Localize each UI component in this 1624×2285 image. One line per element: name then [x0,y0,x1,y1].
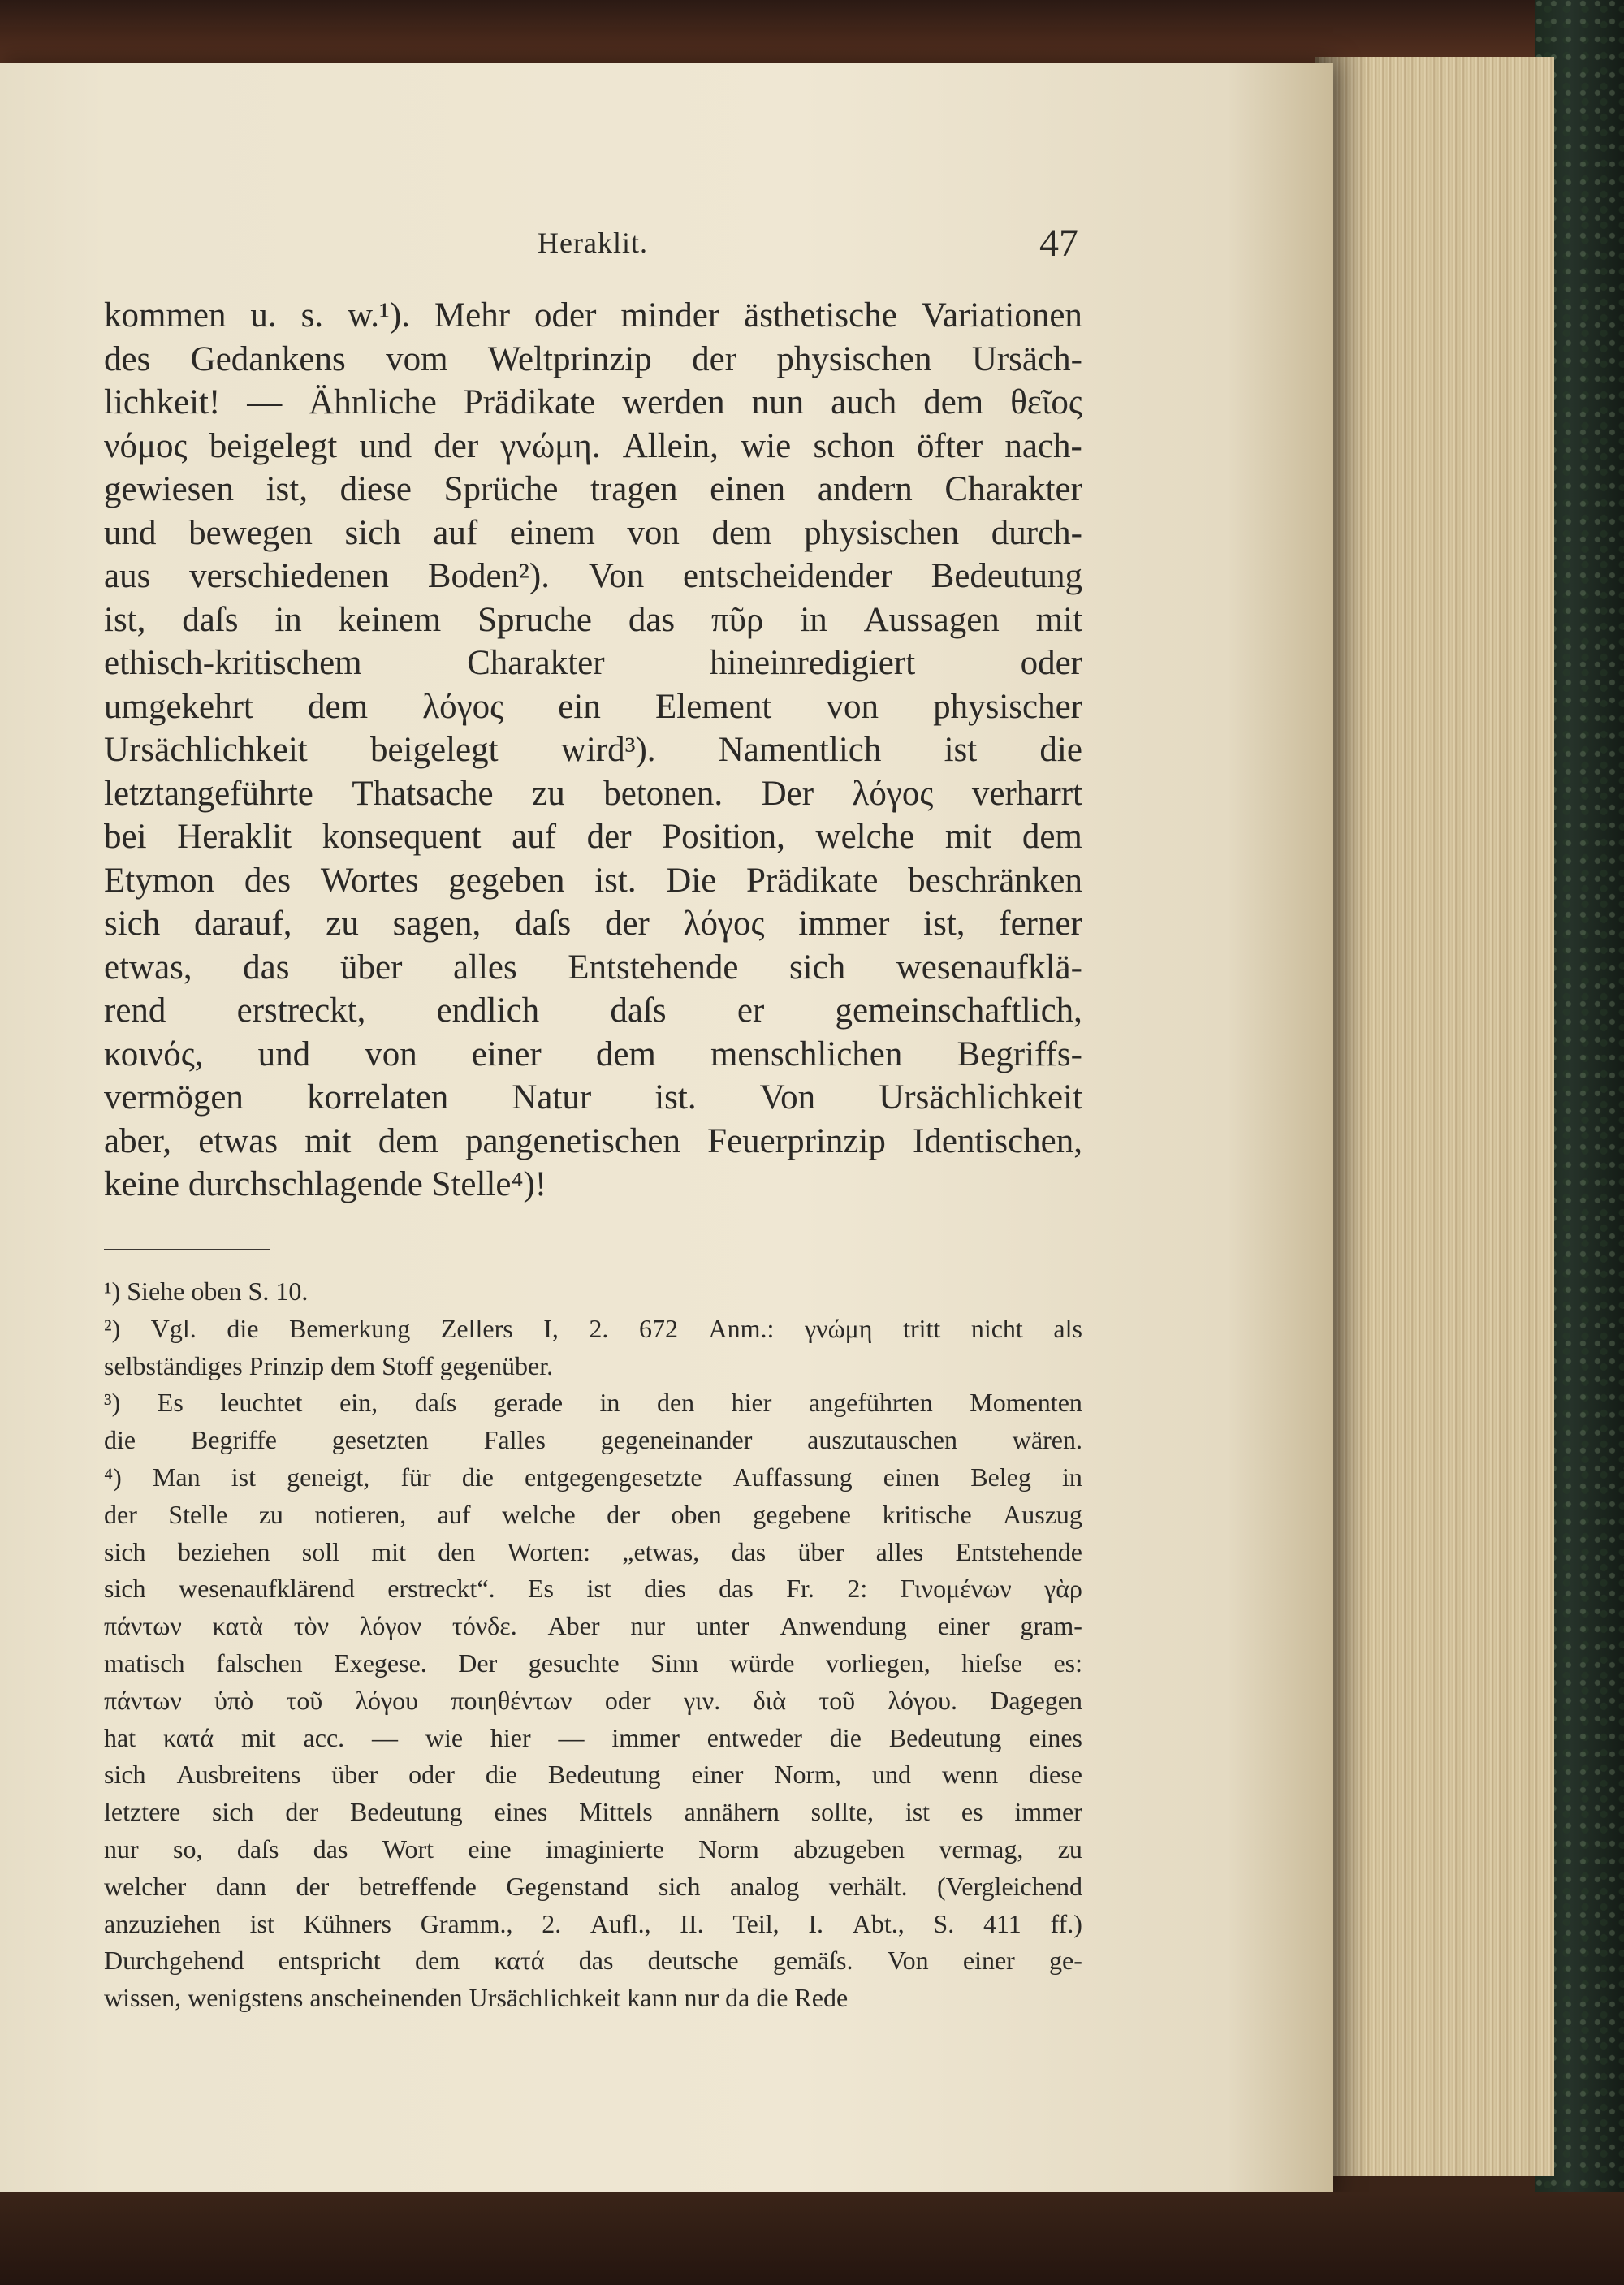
body-line: sich darauf, zu sagen, daſs der λόγος immer ist, ferner [104,905,1082,943]
body-line: bei Heraklit konsequent auf der Position, welche mit dem [104,818,1082,856]
footnote-line: welcher dann der betreffende Gegenstand sich analog verhält. (Vergleichend [104,1871,1082,1901]
scanner-background-bottom [0,2192,1624,2285]
footnote-line: letztere sich der Bedeutung eines Mittels annähern sollte, ist es immer [104,1797,1082,1827]
page-stack-edge [1315,57,1554,2176]
body-line: ethisch-kritischem Charakter hineinredigiert oder [104,644,1082,682]
body-line: des Gedankens vom Weltprinzip der physischen Ursäch- [104,339,1082,378]
footnote-line: selbständiges Prinzip dem Stoff gegenüber. [104,1350,554,1380]
body-line: vermögen korrelaten Natur ist. Von Ursächlichkeit [104,1078,1082,1117]
footnote-line: matisch falschen Exegese. Der gesuchte Sinn würde vorliegen, hieſse es: [104,1648,1082,1678]
running-head [0,221,1624,270]
body-line: Etymon des Wortes gegeben ist. Die Prädikate beschränken [104,861,1082,900]
footnote-line: hat κατά mit acc. — wie hier — immer entweder die Bedeutung eines [104,1722,1082,1752]
footnote-line: πάντων κατὰ τὸν λόγον τόνδε. Aber nur unter Anwendung einer gram- [104,1611,1082,1641]
footnote-separator [104,1249,270,1250]
body-line: ist, daſs in keinem Spruche das πῦρ in Aussagen mit [104,600,1082,639]
body-line: νόμος beigelegt und der γνώμη. Allein, wie schon öfter nach- [104,426,1082,465]
body-line: lichkeit! — Ähnliche Prädikate werden nun auch dem θεῖος [104,383,1082,421]
footnote-line: nur so, daſs das Wort eine imaginierte Norm abzugeben vermag, zu [104,1834,1082,1864]
page-number: 47 [1039,222,1078,265]
footnote-line: sich Ausbreitens über oder die Bedeutung einer Norm, und wenn diese [104,1760,1082,1790]
footnote-line: sich wesenaufklärend erstreckt“. Es ist dies das Fr. 2: Γινομένων γὰρ [104,1574,1082,1604]
footnote-line: sich beziehen soll mit den Worten: „etwas, das über alles Entstehende [104,1536,1082,1566]
footnote-line: Durchgehend entspricht dem κατά das deutsche gemäſs. Von einer ge- [104,1946,1082,1976]
body-text [104,294,1082,1207]
body-line: umgekehrt dem λόγος ein Element von physischer [104,687,1082,726]
body-line: κοινός, und von einer dem menschlichen Begriffs- [104,1035,1082,1073]
body-line: kommen u. s. w.¹). Mehr oder minder ästhetische Variationen [104,296,1082,335]
body-line: aus verschiedenen Boden²). Von entscheidender Bedeutung [104,557,1082,595]
body-line: und bewegen sich auf einem von dem physischen durch- [104,513,1082,552]
footnote-line: der Stelle zu notieren, auf welche der oben gegebene kritische Auszug [104,1499,1082,1529]
footnote-line: ²) Vgl. die Bemerkung Zellers I, 2. 672 Anm.: γνώμη tritt nicht als [104,1313,1082,1343]
footnote-line: anzuziehen ist Kühners Gramm., 2. Aufl., II. Teil, I. Abt., S. 411 ff.) [104,1908,1082,1938]
body-line: rend erstreckt, endlich daſs er gemeinschaftlich, [104,991,1082,1030]
footnotes [104,1273,1082,2017]
body-line: etwas, das über alles Entstehende sich wesenaufklä- [104,948,1082,987]
running-title: Heraklit. [538,227,648,259]
footnote-line: ¹) Siehe oben S. 10. [104,1276,309,1306]
body-line: keine durchschlagende Stelle⁴)! [104,1165,547,1203]
footnote-line: πάντων ὑπὸ τοῦ λόγου ποιηθέντων oder γιν. διὰ τοῦ λόγου. Dagegen [104,1685,1082,1715]
footnote-line: ³) Es leuchtet ein, daſs gerade in den hier angeführten Momenten [104,1388,1082,1418]
footnote-line: ⁴) Man ist geneigt, für die entgegengesetzte Auffassung einen Beleg in [104,1462,1082,1492]
body-line: letztangeführte Thatsache zu betonen. Der λόγος verharrt [104,774,1082,813]
body-line: aber, etwas mit dem pangenetischen Feuerprinzip Identischen, [104,1121,1082,1160]
footnote-line: wissen, wenigstens anscheinenden Ursächlichkeit kann nur da die Rede [104,1983,849,2013]
body-line: Ursächlichkeit beigelegt wird³). Namentlich ist die [104,731,1082,769]
body-line: gewiesen ist, diese Sprüche tragen einen andern Charakter [104,470,1082,508]
footnote-line: die Begriffe gesetzten Falles gegeneinander auszutauschen wären. [104,1425,1082,1455]
